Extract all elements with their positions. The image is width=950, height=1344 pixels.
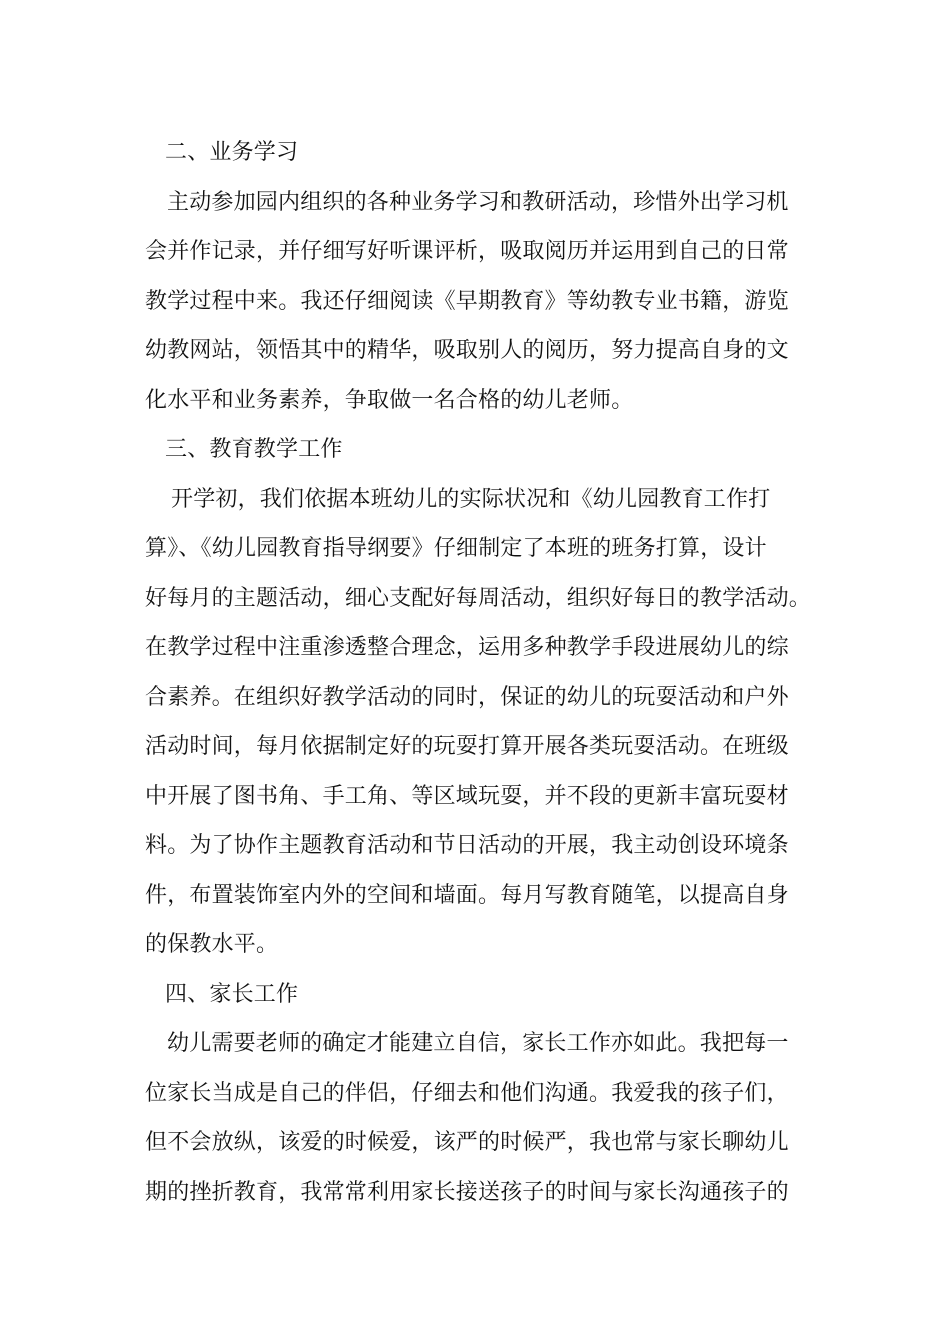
- section-heading-parent-work: 四、家长工作: [165, 981, 299, 1007]
- paragraph-line: 期的挫折教育，我常常利用家长接送孩子的时间与家长沟通孩子的: [145, 1179, 789, 1205]
- paragraph-line: 好每月的主题活动，细心支配好每周活动，组织好每日的教学活动。: [145, 585, 812, 611]
- paragraph-line: 主动参加园内组织的各种业务学习和教研活动，珍惜外出学习机: [167, 189, 789, 215]
- paragraph-line: 会并作记录，并仔细写好听课评析，吸取阅历并运用到自己的日常: [145, 239, 789, 264]
- section-heading-teaching-work: 三、教育教学工作: [165, 437, 343, 462]
- paragraph-line: 件，布置装饰室内外的空间和墙面。每月写教育随笔，以提高自身: [145, 882, 789, 908]
- paragraph-line: 幼儿需要老师的确定才能建立自信，家长工作亦如此。我把每一: [167, 1031, 789, 1056]
- paragraph-line: 算》、《幼儿园教育指导纲要》仔细制定了本班的班务打算，设计: [145, 536, 767, 561]
- paragraph-line: 合素养。在组织好教学活动的同时，保证的幼儿的玩耍活动和户外: [145, 684, 789, 710]
- paragraph-line: 化水平和业务素养，争取做一名合格的幼儿老师。: [145, 387, 634, 413]
- paragraph-line: 幼教网站，领悟其中的精华，吸取别人的阅历，努力提高自身的文: [145, 338, 789, 363]
- paragraph-line: 中开展了图书角、手工角、等区域玩耍，并不段的更新丰富玩耍材: [145, 783, 789, 809]
- paragraph-line: 位家长当成是自己的伴侣，仔细去和他们沟通。我爱我的孩子们，: [145, 1080, 789, 1106]
- paragraph-line: 教学过程中来。我还仔细阅读《早期教育》等幼教专业书籍，游览: [145, 288, 789, 314]
- paragraph-line: 在教学过程中注重渗透整合理念，运用多种教学手段进展幼儿的综: [145, 635, 789, 660]
- document-body: [145, 128, 825, 1217]
- paragraph-line: 但不会放纵，该爱的时候爱，该严的时候严，我也常与家长聊幼儿: [145, 1130, 789, 1155]
- paragraph-line: 的保教水平。: [145, 932, 279, 957]
- paragraph-line: 料。为了协作主题教育活动和节日活动的开展，我主动创设环境条: [145, 833, 789, 858]
- section-heading-business-study: 二、业务学习: [165, 140, 299, 165]
- paragraph-line: 活动时间，每月依据制定好的玩耍打算开展各类玩耍活动。在班级: [145, 734, 789, 759]
- paragraph-line: 开学初，我们依据本班幼儿的实际状况和《幼儿园教育工作打: [171, 486, 771, 512]
